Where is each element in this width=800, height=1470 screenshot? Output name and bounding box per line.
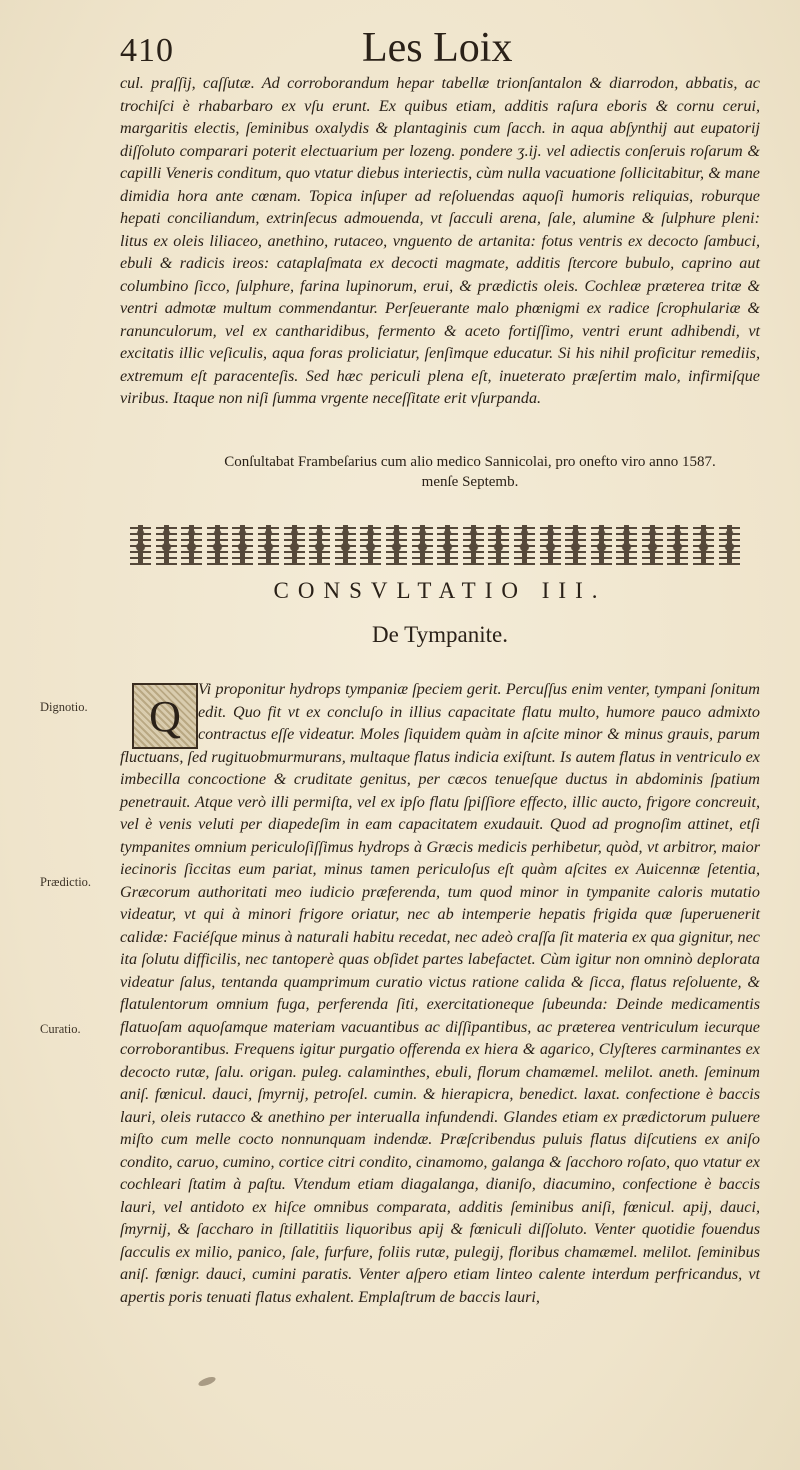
main-paragraph: Vi proponitur hydrops tympaniæ ſpeciem gerit. Percuſſus enim venter, tympani ſonitum edit. Quo fit vt ex concluſo in illius capacitate flatu multo, humore pauco admixto contractus eſſe videatur. Moles ſiquidem quàm in aſcite minor & minus grauis, parum fluctuans, ſed rugituobmurmurans, multaque flatus indicia exiſtunt. Is autem flatus in ventriculo ex imbecilla concoctione & cruditate genitus, per cæcos tenueſque ductus in abdominis ſpatium penetrauit. Atque verò illi permiſta, vel ex ipſo flatu ſpiſſiore effecto, illic aucto, frigore concreuit, vel è venis veluti per diapedeſim in eam capacitatem exudauit. Quod ad prognoſim attinet, etſi tympanites omnium periculoſiſſimus hydrops à Græcis medicis perhibetur, quòd, vt arbitror, maior iecinoris ſiccitas eum pariat, minus tamen periculoſus eſt quàm aſcites ex Auicennæ ſetentia, Græcorum authoritati meo iudicio præferenda, tum quod minor in tympanite caloris mutatio videatur, vt qui à minori frigore oriatur, nec ab intemperie hepatis frigida quæ ſuperuenerit calidæ: Faciéſque minus à naturali habitu recedat, nec adeò craſſa ſit materia ex qua gignitur, nec ita ſolutu difficilis, nec tantoperè quas obſidet partes labefactet. Cùm igitur non omninò deplorata videatur ſalus, tentanda quamprimum curatio victus ratione calida & ſicca, flatus reſoluente, & flatulentorum omnium fuga, perferenda ſiti, exercitationeque ſubeunda: Deinde medicamentis flatuoſam aquoſamque materiam vacuantibus ac diſſipantibus, ac præterea ventriculum iecurque corroborantibus. Frequens igitur purgatio offerenda ex hiera & agarico, Clyſteres carminantes ex decocto rutæ, ſalu. origan. puleg. calaminthes, ebuli, florum chamæmel. melilot. aneth. ſeminum aniſ. fœnicul. dauci, ſmyrnij, petroſel. cumin. & hierapicra, benedict. laxat. confectione è baccis lauri, oleis rutacco & anethino per interualla infundendi. Glandes etiam ex prædictorum puluere miſto cum melle cocto nonnunquam indendæ. Præſcribendus puluis flatus diſcutiens ex aniſo condito, caruo, cumino, cortice citri condito, cinamomo, galanga & ſacchoro roſato, quo vtatur ex cochleari ſtatim à paſtu. Vtendum etiam diagalanga, dianiſo, diacumino, confectione è baccis lauri, vel antidoto ex hiſce omnibus comparata, additis ſeminibus aniſi, fœnicul. apij, dauci, ſmyrnij, & ſaccharo in ſtillatitiis liquoribus apij & fœniculi diſſoluto. Venter quotidie fouendus ſacculis ex milio, panico, ſale, furfure, foliis rutæ, pulegij, floribus chamæmel. melilot. ſeminibus aniſ. fœnigr. dauci, cumini paratis. Venter aſpero etiam linteo calente interdum perfricandus, vt apertis poris tenuati flatus exhalent. Emplaſtrum de baccis lauri, xyxy=(120,680,760,1306)
running-title: Les Loix xyxy=(362,25,513,71)
section-title: CONSVLTATIO III. xyxy=(273,578,607,603)
main-text xyxy=(120,678,760,1408)
section-subtitle: De Tympanite. xyxy=(372,622,508,647)
consultation-note: Conſultabat Frambeſarius cum alio medico Sannicolai, pro onefto viro anno 1587. menſe Septemb. xyxy=(224,454,716,490)
decorated-initial: Q xyxy=(132,683,198,749)
ornamental-band xyxy=(130,522,740,568)
page-number: 410 xyxy=(120,32,174,69)
page-header xyxy=(120,22,760,72)
margin-note-curatio: Curatio. xyxy=(40,1022,81,1036)
continuation-text xyxy=(120,72,760,442)
margin-note-praedictio: Prædictio. xyxy=(40,875,92,889)
margin-note-dignotio: Dignotio. xyxy=(40,700,88,714)
continuation-paragraph: cul. praſſij, caſſutæ. Ad corroborandum hepar tabellæ trionſantalon & diarrodon, abbatis, ac trochiſci è rhabarbaro ex vſu erunt. Ex quibus etiam, additis raſura eboris & cornu cerui, margaritis electis, ſeminibus oxalydis & plantaginis cum ſacch. in aqua abſynthij aut eupatorij diſſoluto comparari poterit electuarium per lozeng. pondere ʒ.ij. vel adiectis conſeruis roſarum & capilli Veneris conditum, quo vtatur diebus interiectis, cùm nulla vacuatione ſollicitabitur, & mane dimidia hora ante cœnam. Topica inſuper ad reſoluendas aquoſi humoris reliquias, roburque hepati conciliandum, extrinſecus admouenda, vt ſacculi arena, ſale, alumine & ſulphure pleni: litus ex oleis liliaceo, anethino, rutaceo, vnguento de artanita: fotus ventris ex decocto ſambuci, ebuli & radicis ireos: cataplaſmata ex decocti magmate, additis ſtercore bubulo, caprino aut columbino ſicco, ſulphure, farina lupinorum, erui, & prædictis oleis. Cochleæ præterea tritæ & ventri admotæ multum commendantur. Perſeuerante malo phœnigmi ex radice ſcrophulariæ & ranunculorum, vel ex cantharidibus, fermento & aceto fortiſſimo, ventri erunt adhibendi, vt excitatis illic veſiculis, aqua foras proliciatur, ſenſimque educatur. Si his nihil proficitur remediis, extremum eſt paracenteſis. Sed hæc periculi plena eſt, inueterato præſertim malo, infirmiſque viribus. Itaque non niſi ſumma vrgente neceſſitate erit vſurpanda. xyxy=(120,74,760,407)
